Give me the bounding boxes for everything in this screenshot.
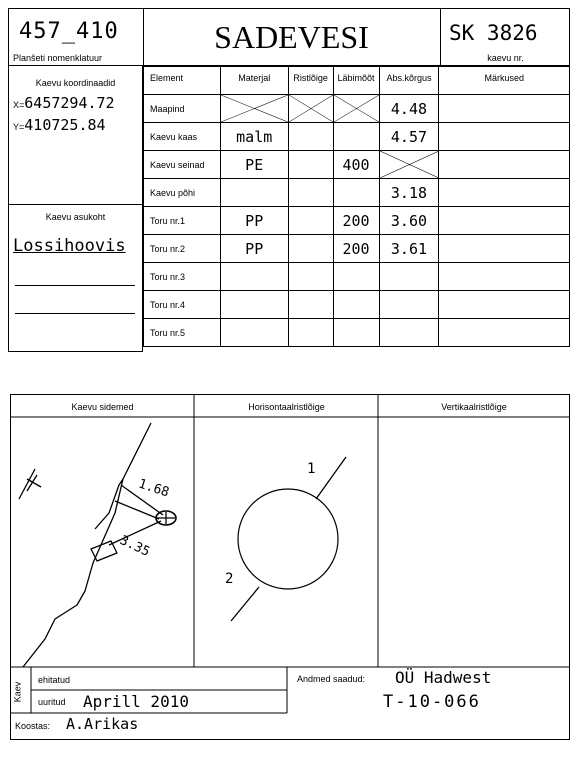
author-value: A.Arikas	[66, 715, 139, 733]
location-line	[15, 285, 135, 286]
row-notes-cell	[439, 235, 570, 263]
well-id: SK 3826	[449, 21, 538, 45]
data-source-value: OÜ Hadwest	[395, 668, 492, 687]
info-box	[8, 66, 143, 352]
location-value: Lossihoovis	[13, 236, 126, 256]
row-element-label: Kaevu seinad	[144, 151, 221, 179]
author-label: Koostas:	[15, 721, 51, 731]
row-diameter-cell	[333, 95, 379, 123]
row-diameter-cell	[333, 179, 379, 207]
x-coordinate	[13, 94, 115, 113]
row-material-cell: PE	[220, 151, 288, 179]
y-value: 410725.84	[24, 116, 106, 134]
row-notes-cell	[439, 95, 570, 123]
row-notes-cell	[439, 263, 570, 291]
row-material-cell	[220, 263, 288, 291]
row-cross-cell	[288, 235, 333, 263]
row-notes-cell	[439, 151, 570, 179]
x-value: 6457294.72	[24, 94, 115, 112]
row-material-cell	[220, 179, 288, 207]
x-prefix: X=	[13, 100, 25, 110]
table-row	[144, 179, 570, 207]
row-element-label: Kaevu kaas	[144, 123, 221, 151]
coordinates-heading: Kaevu koordinaadid	[35, 78, 116, 88]
plan-number-cell	[9, 9, 144, 65]
row-material-cell	[220, 95, 288, 123]
row-abs-cell	[379, 263, 439, 291]
row-cross-cell	[288, 291, 333, 319]
row-cross-cell	[288, 263, 333, 291]
location-heading: Kaevu asukoht	[45, 212, 106, 222]
table-header-cell: Abs.kõrgus	[379, 67, 439, 95]
table-row	[144, 263, 570, 291]
row-element-label: Kaevu põhi	[144, 179, 221, 207]
element-table	[143, 66, 570, 347]
table-row	[144, 319, 570, 347]
row-cross-cell	[288, 319, 333, 347]
table-row	[144, 235, 570, 263]
row-material-cell: malm	[220, 123, 288, 151]
row-abs-cell: 3.18	[379, 179, 439, 207]
table-header-cell: Element	[144, 67, 221, 95]
row-cross-cell	[288, 179, 333, 207]
sketch-area	[10, 394, 570, 740]
table-header-cell: Läbimõõt	[333, 67, 379, 95]
pipe-2-label: 2	[225, 571, 234, 587]
footer-side-label: Kaev	[12, 681, 23, 703]
row-abs-cell	[379, 319, 439, 347]
data-code-value: T-10-066	[383, 692, 481, 712]
top-header	[8, 8, 570, 66]
row-diameter-cell	[333, 123, 379, 151]
row-diameter-cell	[333, 319, 379, 347]
crossed-cell-mark	[380, 151, 439, 178]
row-material-cell	[220, 319, 288, 347]
crossed-cell-mark	[289, 95, 333, 122]
row-notes-cell	[439, 291, 570, 319]
table-row	[144, 95, 570, 123]
row-notes-cell	[439, 319, 570, 347]
row-element-label: Toru nr.5	[144, 319, 221, 347]
row-material-cell: PP	[220, 207, 288, 235]
sketch-header-vertical: Vertikaalristlõige	[441, 402, 507, 412]
row-cross-cell	[288, 123, 333, 151]
row-diameter-cell: 200	[333, 207, 379, 235]
row-notes-cell	[439, 207, 570, 235]
page-title: SADEVESI	[214, 19, 369, 55]
row-element-label: Toru nr.3	[144, 263, 221, 291]
table-header-cell: Materjal	[220, 67, 288, 95]
surveyed-value: Aprill 2010	[83, 692, 189, 711]
pipe-1-label: 1	[307, 461, 316, 477]
row-abs-cell: 3.60	[379, 207, 439, 235]
plan-number: 457_410	[19, 19, 119, 44]
row-cross-cell	[288, 207, 333, 235]
table-header-row	[144, 67, 570, 95]
well-cross-section	[238, 489, 338, 589]
table-row	[144, 291, 570, 319]
row-material-cell	[220, 291, 288, 319]
y-prefix: Y=	[13, 122, 25, 132]
measure-1-label: 1.68	[136, 476, 171, 501]
row-abs-cell	[379, 291, 439, 319]
crossed-cell-mark	[334, 95, 379, 122]
row-element-label: Toru nr.4	[144, 291, 221, 319]
sketch-drawing	[11, 395, 569, 739]
location-line	[15, 313, 135, 314]
data-source-label: Andmed saadud:	[297, 674, 366, 684]
row-notes-cell	[439, 123, 570, 151]
sketch-header-horizontal: Horisontaalristlõige	[248, 402, 325, 412]
measure-2-label: 3.35	[117, 533, 153, 560]
row-element-label: Toru nr.2	[144, 235, 221, 263]
row-abs-cell: 3.61	[379, 235, 439, 263]
well-id-cell	[440, 9, 570, 65]
table-row	[144, 123, 570, 151]
built-label: ehitatud	[38, 675, 71, 685]
section-divider	[9, 204, 142, 205]
plan-label: Planšeti nomenklatuur	[13, 53, 103, 63]
row-diameter-cell	[333, 291, 379, 319]
row-cross-cell	[288, 151, 333, 179]
table-header-cell: Ristlõige	[288, 67, 333, 95]
row-diameter-cell: 200	[333, 235, 379, 263]
row-abs-cell: 4.48	[379, 95, 439, 123]
crossed-cell-mark	[221, 95, 288, 122]
row-abs-cell	[379, 151, 439, 179]
row-cross-cell	[288, 95, 333, 123]
y-coordinate	[13, 116, 106, 135]
row-diameter-cell: 400	[333, 151, 379, 179]
well-id-label: kaevu nr.	[487, 53, 524, 63]
row-diameter-cell	[333, 263, 379, 291]
table-header-cell: Märkused	[439, 67, 570, 95]
surveyed-label: uuritud	[38, 697, 66, 707]
row-material-cell: PP	[220, 235, 288, 263]
row-element-label: Maapind	[144, 95, 221, 123]
row-element-label: Toru nr.1	[144, 207, 221, 235]
row-abs-cell: 4.57	[379, 123, 439, 151]
sketch-header-links: Kaevu sidemed	[71, 402, 134, 412]
row-notes-cell	[439, 179, 570, 207]
table-row	[144, 207, 570, 235]
table-row	[144, 151, 570, 179]
